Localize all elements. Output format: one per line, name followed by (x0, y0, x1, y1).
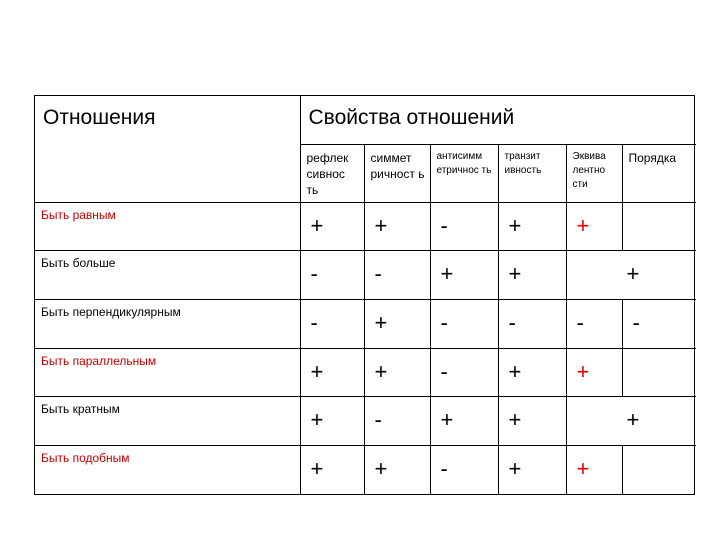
column-reflexivity: рефлек сивнос ть (300, 145, 364, 203)
column-symmetry: симмет ричност ь (364, 145, 430, 203)
header-relations: Отношения (35, 96, 300, 202)
column-antisymmetry: антисимм етричнос ть (430, 145, 498, 203)
cell-value: + (498, 251, 566, 300)
cell-value: - (566, 300, 622, 349)
cell-value: - (430, 300, 498, 349)
cell-value (622, 202, 696, 251)
cell-value: + (566, 251, 696, 300)
cell-value: - (498, 300, 566, 349)
cell-value: - (430, 445, 498, 494)
cell-value: - (622, 300, 696, 349)
cell-value: + (300, 445, 364, 494)
column-transitivity: транзит ивность (498, 145, 566, 203)
row-label: Быть кратным (35, 397, 300, 446)
cell-value: + (498, 202, 566, 251)
relations-grid (35, 96, 696, 494)
cell-value: - (430, 202, 498, 251)
column-equivalence: Эквива лентно сти (566, 145, 622, 203)
row-label: Быть больше (35, 251, 300, 300)
cell-value: - (364, 397, 430, 446)
cell-value: + (300, 397, 364, 446)
cell-value: + (566, 445, 622, 494)
cell-value: - (430, 348, 498, 397)
cell-value: + (498, 397, 566, 446)
header-properties: Свойства отношений (300, 96, 696, 145)
cell-value: + (566, 202, 622, 251)
column-order: Порядка (622, 145, 696, 203)
cell-value: + (364, 202, 430, 251)
cell-value: + (300, 202, 364, 251)
cell-value: - (300, 300, 364, 349)
cell-value: + (364, 348, 430, 397)
cell-value: + (364, 300, 430, 349)
cell-value: + (430, 397, 498, 446)
cell-value: + (566, 348, 622, 397)
cell-value: + (300, 348, 364, 397)
cell-value (622, 348, 696, 397)
cell-value: - (300, 251, 364, 300)
cell-value: + (566, 397, 696, 446)
row-label: Быть параллельным (35, 348, 300, 397)
cell-value: + (364, 445, 430, 494)
row-label: Быть равным (35, 202, 300, 251)
cell-value (622, 445, 696, 494)
cell-value: + (430, 251, 498, 300)
relations-table (34, 95, 695, 495)
row-label: Быть перпендикулярным (35, 300, 300, 349)
cell-value: + (498, 348, 566, 397)
cell-value: + (498, 445, 566, 494)
cell-value: - (364, 251, 430, 300)
row-label: Быть подобным (35, 445, 300, 494)
